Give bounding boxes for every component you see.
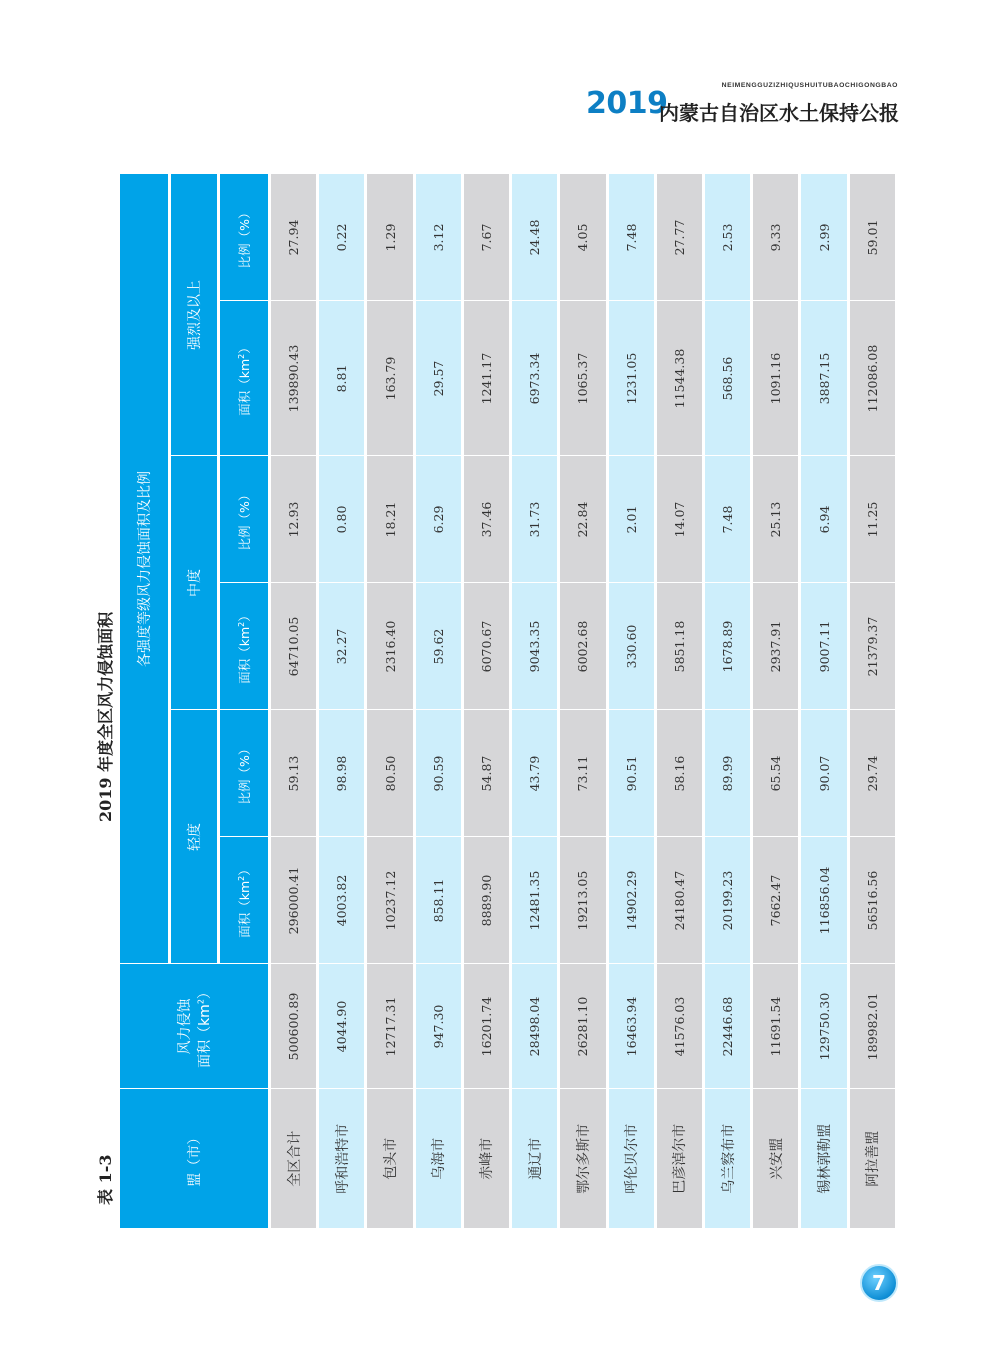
header-region: 盟（市） xyxy=(120,1089,270,1228)
cell-moderate-area: 2937.91 xyxy=(752,583,800,710)
cell-moderate-area: 59.62 xyxy=(414,583,462,710)
cell-total: 22446.68 xyxy=(703,964,751,1089)
cell-region: 巴彦淖尔市 xyxy=(655,1089,703,1228)
cell-moderate-area: 9007.11 xyxy=(800,583,848,710)
cell-severe-area: 3887.15 xyxy=(800,301,848,456)
cell-total: 41576.03 xyxy=(655,964,703,1089)
table-title: 2019 年度全区风力侵蚀面积 xyxy=(96,611,115,822)
cell-light-area: 19213.05 xyxy=(559,837,607,964)
header-total-line2: 面积$(km^2)$ xyxy=(196,985,213,1068)
cell-total: 947.30 xyxy=(414,964,462,1089)
header-title: 内蒙古自治区水土保持公报 xyxy=(659,101,899,125)
cell-region: 包头市 xyxy=(366,1089,414,1228)
cell-severe-area: 1231.05 xyxy=(607,301,655,456)
cell-moderate-ratio: 2.01 xyxy=(607,456,655,583)
cell-total: 4044.90 xyxy=(318,964,366,1089)
cell-moderate-area: 9043.35 xyxy=(511,583,559,710)
table-row xyxy=(655,174,703,1228)
cell-light-area: 10237.12 xyxy=(366,837,414,964)
cell-moderate-ratio: 11.25 xyxy=(848,456,896,583)
cell-light-area: 7662.47 xyxy=(752,837,800,964)
cell-moderate-ratio: 14.07 xyxy=(655,456,703,583)
cell-region: 锡林郭勒盟 xyxy=(800,1089,848,1228)
cell-severe-ratio: 59.01 xyxy=(848,174,896,301)
header-moderate-area: 面积$(km^2)$ xyxy=(219,583,270,710)
cell-light-area: 296000.41 xyxy=(270,837,318,964)
cell-moderate-ratio: 6.94 xyxy=(800,456,848,583)
header-severe-area: 面积$(km^2)$ xyxy=(219,301,270,456)
cell-moderate-area: 21379.37 xyxy=(848,583,896,710)
page-number-badge xyxy=(860,1264,898,1302)
cell-total: 189982.01 xyxy=(848,964,896,1089)
header-light-ratio: 比例（%） xyxy=(219,710,270,837)
cell-region: 通辽市 xyxy=(511,1089,559,1228)
cell-moderate-ratio: 7.48 xyxy=(703,456,751,583)
cell-total: 129750.30 xyxy=(800,964,848,1089)
table-row xyxy=(414,174,462,1228)
table-number: 表 1-3 xyxy=(96,1154,115,1205)
cell-region: 呼伦贝尔市 xyxy=(607,1089,655,1228)
header-group: 各强度等级风力侵蚀面积及比例 xyxy=(120,174,170,964)
cell-moderate-ratio: 25.13 xyxy=(752,456,800,583)
cell-light-ratio: 54.87 xyxy=(462,710,510,837)
cell-total: 16463.94 xyxy=(607,964,655,1089)
cell-moderate-ratio: 37.46 xyxy=(462,456,510,583)
cell-moderate-ratio: 18.21 xyxy=(366,456,414,583)
cell-moderate-ratio: 31.73 xyxy=(511,456,559,583)
cell-severe-area: 1091.16 xyxy=(752,301,800,456)
cell-severe-ratio: 4.05 xyxy=(559,174,607,301)
cell-severe-ratio: 7.48 xyxy=(607,174,655,301)
cell-moderate-ratio: 22.84 xyxy=(559,456,607,583)
cell-severe-ratio: 2.53 xyxy=(703,174,751,301)
cell-total: 12717.31 xyxy=(366,964,414,1089)
cell-light-ratio: 90.51 xyxy=(607,710,655,837)
cell-moderate-area: 1678.89 xyxy=(703,583,751,710)
cell-moderate-area: 330.60 xyxy=(607,583,655,710)
cell-total: 500600.89 xyxy=(270,964,318,1089)
cell-severe-ratio: 2.99 xyxy=(800,174,848,301)
cell-light-area: 24180.47 xyxy=(655,837,703,964)
header-pinyin: NEIMENGGUZIZHIQUSHUITUBAOCHIGONGBAO xyxy=(721,82,898,89)
cell-light-area: 858.11 xyxy=(414,837,462,964)
cell-light-area: 4003.82 xyxy=(318,837,366,964)
cell-moderate-ratio: 0.80 xyxy=(318,456,366,583)
cell-moderate-ratio: 6.29 xyxy=(414,456,462,583)
cell-severe-area: 163.79 xyxy=(366,301,414,456)
table-row xyxy=(511,174,559,1228)
table-row xyxy=(366,174,414,1228)
cell-moderate-ratio: 12.93 xyxy=(270,456,318,583)
header-light: 轻度 xyxy=(170,710,219,964)
cell-severe-area: 6973.34 xyxy=(511,301,559,456)
cell-moderate-area: 32.27 xyxy=(318,583,366,710)
cell-total: 11691.54 xyxy=(752,964,800,1089)
table-row xyxy=(848,174,896,1228)
header-total-area xyxy=(120,964,270,1089)
cell-light-ratio: 90.59 xyxy=(414,710,462,837)
cell-region: 乌海市 xyxy=(414,1089,462,1228)
cell-light-area: 56516.56 xyxy=(848,837,896,964)
table-container xyxy=(120,174,898,1228)
cell-severe-ratio: 1.29 xyxy=(366,174,414,301)
erosion-table xyxy=(120,173,898,1228)
cell-moderate-area: 5851.18 xyxy=(655,583,703,710)
cell-total: 28498.04 xyxy=(511,964,559,1089)
cell-severe-ratio: 7.67 xyxy=(462,174,510,301)
cell-moderate-area: 6070.67 xyxy=(462,583,510,710)
cell-severe-area: 1241.17 xyxy=(462,301,510,456)
cell-light-ratio: 89.99 xyxy=(703,710,751,837)
cell-severe-ratio: 27.94 xyxy=(270,174,318,301)
header-moderate: 中度 xyxy=(170,456,219,710)
cell-severe-area: 11544.38 xyxy=(655,301,703,456)
cell-total: 16201.74 xyxy=(462,964,510,1089)
cell-severe-area: 29.57 xyxy=(414,301,462,456)
cell-moderate-area: 6002.68 xyxy=(559,583,607,710)
cell-light-ratio: 43.79 xyxy=(511,710,559,837)
table-row xyxy=(462,174,510,1228)
table-row xyxy=(752,174,800,1228)
header-moderate-ratio: 比例（%） xyxy=(219,456,270,583)
cell-severe-ratio: 27.77 xyxy=(655,174,703,301)
cell-moderate-area: 2316.40 xyxy=(366,583,414,710)
cell-region: 鄂尔多斯市 xyxy=(559,1089,607,1228)
cell-severe-ratio: 0.22 xyxy=(318,174,366,301)
cell-light-ratio: 90.07 xyxy=(800,710,848,837)
table-row xyxy=(270,174,318,1228)
page-number: 7 xyxy=(872,1271,886,1295)
cell-severe-area: 8.81 xyxy=(318,301,366,456)
cell-region: 兴安盟 xyxy=(752,1089,800,1228)
cell-light-ratio: 73.11 xyxy=(559,710,607,837)
cell-severe-ratio: 3.12 xyxy=(414,174,462,301)
cell-severe-area: 1065.37 xyxy=(559,301,607,456)
cell-light-area: 12481.35 xyxy=(511,837,559,964)
cell-light-area: 8889.90 xyxy=(462,837,510,964)
cell-region: 阿拉善盟 xyxy=(848,1089,896,1228)
cell-moderate-area: 64710.05 xyxy=(270,583,318,710)
table-row xyxy=(559,174,607,1228)
cell-light-ratio: 65.54 xyxy=(752,710,800,837)
cell-region: 赤峰市 xyxy=(462,1089,510,1228)
table-row xyxy=(800,174,848,1228)
cell-severe-ratio: 9.33 xyxy=(752,174,800,301)
table-row xyxy=(318,174,366,1228)
table-row xyxy=(607,174,655,1228)
header-severe-ratio: 比例（%） xyxy=(219,174,270,301)
header-year: 2019 xyxy=(586,86,668,121)
cell-severe-area: 139890.43 xyxy=(270,301,318,456)
header-severe: 强烈及以上 xyxy=(170,174,219,456)
header-light-area: 面积$(km^2)$ xyxy=(219,837,270,964)
cell-region: 全区合计 xyxy=(270,1089,318,1228)
cell-severe-area: 568.56 xyxy=(703,301,751,456)
cell-light-ratio: 80.50 xyxy=(366,710,414,837)
cell-light-area: 20199.23 xyxy=(703,837,751,964)
cell-region: 乌兰察布市 xyxy=(703,1089,751,1228)
cell-light-ratio: 59.13 xyxy=(270,710,318,837)
cell-light-area: 116856.04 xyxy=(800,837,848,964)
cell-severe-area: 112086.08 xyxy=(848,301,896,456)
cell-total: 26281.10 xyxy=(559,964,607,1089)
cell-region: 呼和浩特市 xyxy=(318,1089,366,1228)
cell-light-ratio: 98.98 xyxy=(318,710,366,837)
cell-light-area: 14902.29 xyxy=(607,837,655,964)
cell-light-ratio: 58.16 xyxy=(655,710,703,837)
table-row xyxy=(703,174,751,1228)
header-total-line1: 风力侵蚀 xyxy=(177,998,193,1055)
cell-severe-ratio: 24.48 xyxy=(511,174,559,301)
cell-light-ratio: 29.74 xyxy=(848,710,896,837)
